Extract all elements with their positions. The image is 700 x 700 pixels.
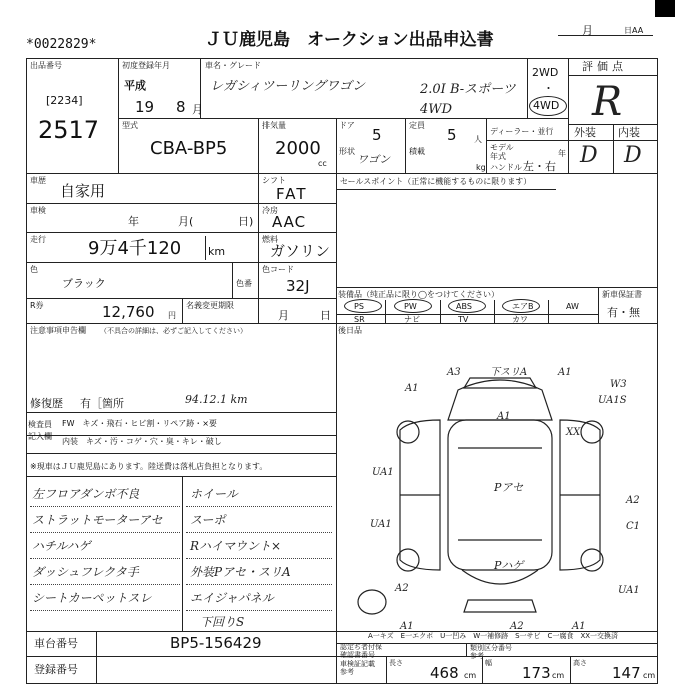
inspection-year: 年 [128, 215, 139, 228]
tax-value: 12,760 [102, 303, 155, 321]
diag-a2-right: A2 [626, 495, 640, 506]
check-interior: 内装 キズ・汚・コゲ・穴・臭・キレ・破し [62, 437, 222, 446]
year-unit: 年 [558, 149, 566, 158]
ps-circle [344, 299, 382, 313]
note-right-6: 下回りS [200, 615, 245, 629]
equip-sr: SR [354, 315, 365, 324]
diag-a1-br: A1 [572, 621, 586, 632]
ac-value: AAC [272, 213, 307, 231]
diag-a2-bottom: A2 [510, 621, 524, 632]
equip-airbag: エアB [512, 302, 534, 311]
registration-label: 登録番号 [34, 663, 78, 676]
check-label: 検査員 記入欄 [28, 420, 52, 441]
diag-c1: C1 [626, 521, 641, 532]
diag-ua1s: UA1S [598, 395, 627, 406]
class-label: 類別区分番号 参考 [470, 644, 512, 660]
form-title: ＪＵ鹿児島 オークション出品申込書 [205, 30, 494, 50]
model-label: 型式 [122, 121, 138, 130]
note-left-2: ストラットモーターアセ [32, 513, 163, 527]
equip-abs: ABS [456, 302, 472, 311]
equipment-label: 装備品（纯正品に限り◯をつけてください） [338, 290, 499, 299]
note-right-5: エイジャパネル [190, 591, 274, 605]
width-value: 173 [522, 664, 551, 682]
length-value: 468 [430, 664, 459, 682]
airbag-circle [502, 299, 540, 313]
crm-label: 認定ぢ者付保 確認書番号 [340, 643, 382, 659]
repair-label: 修復歴 [30, 397, 63, 410]
length-unit: cm [464, 671, 477, 680]
interior-label: 内装 [618, 126, 640, 139]
mileage-value: 9万4千120 [88, 238, 182, 259]
dims-label: 車検証記載 参考 [340, 660, 375, 676]
dealer-label: ディーラー・並行 [490, 127, 554, 136]
mileage-label: 走行 [30, 235, 46, 244]
note-right-2: スーポ [190, 513, 226, 527]
diag-panel: Pアセ [494, 481, 524, 494]
month-value: 8 [176, 98, 186, 116]
diag-peel: Pハゲ [494, 559, 524, 572]
recycle-day: 日 [320, 309, 331, 322]
displacement-value: 2000 [275, 138, 321, 159]
body-value: ワゴン [357, 153, 390, 166]
load-unit: kg [476, 163, 486, 172]
note-left-5: シートカーペットスレ [32, 591, 152, 605]
height-value: 147 [612, 664, 641, 682]
shift-label: シフト [262, 176, 286, 185]
tax-unit: 円 [168, 311, 176, 320]
era: 平成 [124, 79, 146, 92]
interior-grade: D [624, 143, 642, 168]
tax-label: R券 [30, 301, 44, 310]
repair-note: 94.12.1 km [185, 393, 248, 406]
handle-label: ハンドル [490, 163, 522, 172]
cc-unit: cc [318, 159, 327, 168]
length-label: 長さ [389, 659, 403, 667]
recycle-label: 名義変更期限 [186, 301, 234, 310]
inspection-day: 日) [238, 215, 254, 228]
diag-w3: W3 [610, 379, 627, 390]
height-label: 高さ [573, 659, 587, 667]
diag-a2-left: A2 [395, 583, 409, 594]
equip-pw: PW [404, 302, 417, 311]
diag-ua1-left2: UA1 [370, 519, 392, 530]
first-reg-label: 初度登録年月 [122, 61, 170, 70]
diag-roof: 下スリA [490, 367, 528, 378]
equip-ps: PS [354, 302, 364, 311]
color-label: 色 [30, 265, 38, 274]
equip-tv: TV [458, 315, 469, 324]
diagram-legend: A一キズ E一エクボ U一凹み W一補修跡 S一サビ C一腐食 XX一交換済 [368, 632, 619, 640]
note-right-4: 外装Pアセ・スリA [190, 565, 291, 579]
equip-leather: カワ [512, 315, 528, 324]
chassis-label: 車台番号 [34, 637, 78, 650]
serial-number: *0022829* [26, 37, 97, 52]
body-label: 形状 [339, 147, 355, 156]
drive-dot: ・ [543, 82, 554, 95]
lot-number: 2517 [38, 116, 100, 144]
vehicle-name: レガシィツーリングワゴン [210, 79, 365, 94]
lot-number-label: 出品番号 [30, 61, 62, 70]
width-label: 幅 [485, 659, 492, 667]
grade-label: 評価点 [582, 60, 627, 73]
sales-point-label: セールスポイント（正常に機能するものに限ります） [340, 177, 532, 186]
doors-label: ドア [339, 121, 355, 130]
pawn-label: 後日品 [338, 326, 362, 335]
diag-ua1-right: UA1 [618, 585, 640, 596]
diag-a1-tr: A1 [558, 367, 572, 378]
inspection-month: 月( [178, 215, 194, 228]
month-label: 月 [582, 24, 593, 37]
note-left-4: ダッシュフレクタ手 [32, 565, 139, 579]
fuel-value: ガソリン [270, 242, 331, 260]
vehicle-name-label: 車名・グレード [205, 61, 261, 70]
lot-bracket: [2234] [46, 94, 83, 107]
year-value: 19 [135, 98, 155, 116]
history-value: 自家用 [60, 182, 106, 200]
history-label: 車歴 [30, 176, 46, 185]
drive-4wd: 4WD [533, 99, 560, 112]
capacity-value: 5 [447, 126, 457, 144]
diag-a3: A3 [447, 367, 461, 378]
mileage-unit: km [208, 245, 226, 258]
pw-circle [394, 299, 432, 313]
notes-label: 注意事項申告欄 [30, 326, 86, 335]
equip-aw: AW [566, 302, 579, 311]
diag-a1-hood: A1 [497, 411, 511, 422]
note-left-3: ハチルハゲ [32, 539, 91, 553]
repair-value: 有［箇所 [80, 397, 124, 410]
note-left-1: 左フロアダンボ不良 [32, 487, 140, 501]
diag-ua1-left: UA1 [372, 467, 394, 478]
note-right-1: ホイール [190, 487, 238, 501]
load-label: 積載 [409, 147, 425, 156]
grade-score: R [592, 79, 623, 125]
color-value: ブラック [62, 277, 106, 290]
abs-circle [448, 299, 486, 313]
notes-sub: （不具合の詳細は、必ずご記入してください） [100, 327, 247, 335]
exterior-grade: D [580, 143, 598, 168]
inspection-label: 車検 [30, 206, 46, 215]
check-fw: FW キズ・飛石・ヒビ割・リペア跡・×要 [62, 419, 217, 428]
chassis-value: BP5-156429 [170, 634, 262, 652]
black-mark [655, 0, 675, 17]
manual-value: 有・無 [607, 306, 640, 319]
color-code-value: 32J [286, 277, 310, 295]
vehicle-grade: 2.0I B-スポーツ 4WD [420, 82, 516, 117]
manual-label: 新車保証書 [602, 290, 642, 299]
month-unit: 月 [192, 103, 203, 116]
ac-label: 冷房 [262, 206, 278, 215]
width-unit: cm [552, 671, 565, 680]
height-unit: cm [643, 671, 656, 680]
displacement-label: 排気量 [262, 121, 286, 130]
equip-navi: ナビ [404, 315, 420, 324]
diag-a1-bl: A1 [400, 621, 414, 632]
capacity-label: 定員 [409, 121, 425, 130]
drive-2wd: 2WD [532, 66, 559, 79]
handle-value: 左・右 [523, 160, 556, 173]
capacity-unit: 人 [474, 135, 482, 144]
diag-xx: XX [566, 427, 581, 438]
model-year-label: モデル年式 [490, 143, 514, 161]
color-code-label: 色コード [262, 265, 294, 274]
day-label: 日AA [624, 26, 644, 35]
footnote: ※現車はＪＵ鹿児島にあります。陸送費は落札店負担となります。 [30, 462, 268, 471]
diag-a1-tl: A1 [405, 383, 419, 394]
shift-value: FAT [276, 185, 308, 203]
exterior-label: 外装 [574, 126, 596, 139]
doors-value: 5 [372, 126, 382, 144]
note-right-3: Rハイマウント× [190, 539, 282, 553]
recycle-month: 月 [278, 309, 289, 322]
model-value: CBA-BP5 [150, 138, 228, 159]
color-num-label: 色番 [236, 279, 252, 288]
fuel-label: 燃料 [262, 235, 278, 244]
